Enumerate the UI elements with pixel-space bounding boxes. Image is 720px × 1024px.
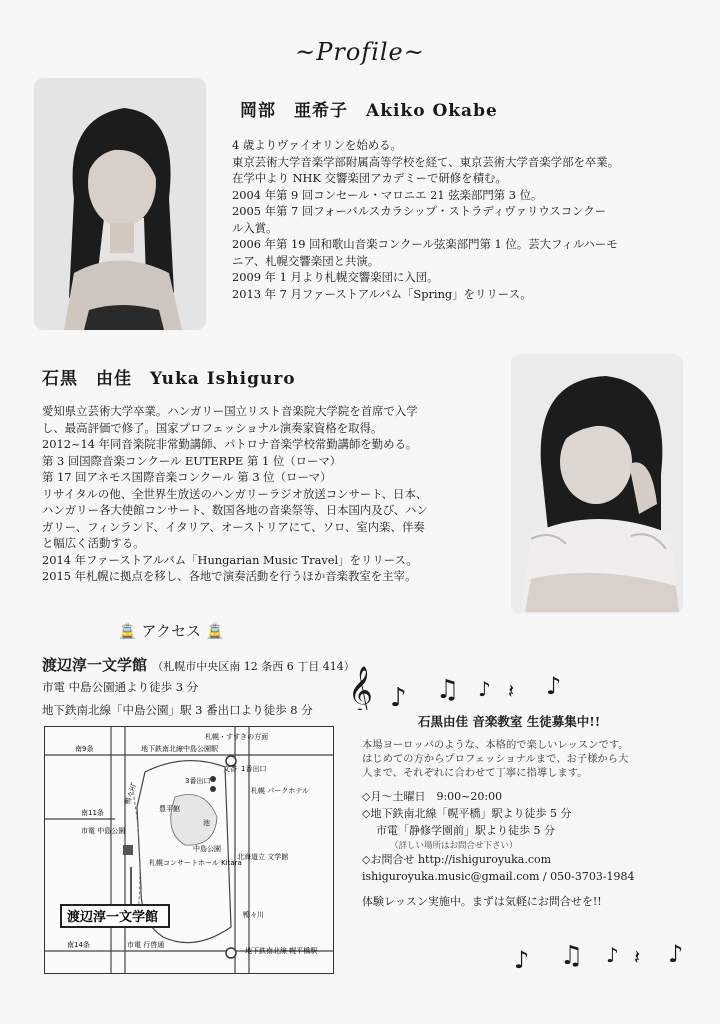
- bio-line: 2015 年札幌に拠点を移し、各地で演奏活動を行うほか音楽教室を主宰。: [42, 569, 417, 583]
- music-notes-top: [348, 664, 574, 710]
- train-icon: 🚊: [118, 622, 137, 640]
- music-note-icon: ♫: [560, 941, 584, 971]
- music-note-icon: ♪: [546, 672, 562, 700]
- map-label: 札幌 パークホテル: [251, 787, 309, 795]
- venue-address: （札幌市中央区南 12 条西 6 丁目 414）: [152, 660, 355, 673]
- map-label: 豊平館: [159, 805, 180, 813]
- map-label: 文香: [223, 765, 237, 773]
- profile-bio-akiko: [232, 137, 692, 302]
- bio-line: 在学中より NHK 交響楽団アカデミーで研修を積む。: [232, 171, 507, 185]
- bio-line: 4 歳よりヴァイオリンを始める。: [232, 138, 402, 152]
- profile-bio-yuka: [42, 403, 502, 585]
- venue-name: [42, 654, 355, 675]
- lesson-desc-line: はじめての方からプロフェッショナルまで、お子様から大: [362, 753, 629, 765]
- lesson-title: 石黒由佳 音楽教室 生徒募集中!!: [418, 714, 601, 729]
- access-heading: [118, 620, 225, 641]
- music-note-icon: ♪: [478, 677, 491, 701]
- lesson-note: （詳しい場所はお問合せ下さい）: [390, 841, 518, 851]
- map-label: 1番出口: [241, 765, 267, 773]
- lesson-station: ◇地下鉄南北線「幌平橋」駅より徒歩 5 分: [362, 807, 572, 820]
- bio-line: ル入賞。: [232, 220, 278, 235]
- map-label: 3番出口: [185, 777, 211, 785]
- music-note-icon: 𝄽: [634, 945, 641, 969]
- access-heading-label: アクセス: [141, 622, 202, 640]
- map-label: 札幌・すすきの方面: [205, 733, 269, 741]
- bio-line: 2013 年 7 月ファーストアルバム「Spring」をリリース。: [232, 286, 532, 301]
- access-routes: [42, 676, 313, 722]
- lesson-desc-line: 人まで、それぞれに合わせて丁寧に指導します。: [362, 767, 588, 779]
- music-note-icon: ♪: [514, 946, 530, 974]
- profile-photo-yuka: [511, 354, 683, 614]
- bio-line: 2005 年第 7 回フォーバルスカラシップ・ストラディヴァリウスコンクー: [232, 204, 607, 218]
- bio-line: 第 17 回アネモス国際音楽コンクール 第 3 位（ローマ）: [42, 470, 332, 484]
- bio-line: リサイタルの他、全世界生放送のハンガリーラジオ放送コンサート、日本、: [42, 486, 428, 501]
- map-label: 北海道立 文学館: [237, 853, 289, 861]
- route-line: 市電 中島公園通より徒歩 3 分: [42, 680, 199, 694]
- bio-line: 2006 年第 19 回和歌山音楽コンクール弦楽部門第 1 位。芸大フィルハーモ: [232, 237, 618, 251]
- treble-clef-icon: 𝄞: [348, 665, 373, 710]
- music-note-icon: ♪: [668, 940, 684, 968]
- bio-line: 2012~14 年同音楽院非常勤講師、パトロナ音楽学校常勤講師を勤める。: [42, 437, 418, 451]
- lesson-contact-url: ◇お問合せ http://ishiguroyuka.com: [362, 853, 552, 866]
- venue-title: 渡辺淳一文学館: [42, 656, 148, 674]
- map-label: 札幌コンサートホール Kitara: [149, 859, 242, 867]
- lesson-contact-email-phone: ishiguroyuka.music@gmail.com / 050-3703-1984: [362, 870, 635, 883]
- music-notes-bottom: [514, 930, 694, 976]
- map-label: 市電 中島公園: [81, 827, 126, 835]
- bio-line: 2014 年ファーストアルバム「Hungarian Music Travel」をリリース。: [42, 552, 418, 567]
- lesson-hours: ◇月〜土曜日 9:00~20:00: [362, 790, 503, 803]
- access-map: [44, 726, 334, 974]
- bio-line: ハンガリー各大使館コンサート、数国各地の音楽祭等、日本国内及び、ハン: [42, 503, 428, 517]
- profile-name-yuka: 石黒 由佳 Yuka Ishiguro: [42, 369, 296, 389]
- music-note-icon: ♫: [436, 675, 460, 705]
- lesson-desc-line: 本場ヨーロッパのような、本格的で楽しいレッスンです。: [362, 739, 629, 751]
- bio-line: 第 3 回国際音楽コンクール EUTERPE 第 1 位（ローマ）: [42, 453, 342, 468]
- lesson-box: [362, 712, 702, 910]
- map-label: 南9条: [75, 745, 94, 753]
- map-label: 南11条: [81, 809, 104, 817]
- map-label: 中島公園: [193, 845, 221, 853]
- profile-name-akiko: 岡部 亜希子 Akiko Okabe: [240, 101, 498, 121]
- bio-line: と幅広く活動する。: [42, 536, 145, 550]
- route-line: 地下鉄南北線「中島公園」駅 3 番出口より徒歩 8 分: [42, 703, 313, 717]
- music-note-icon: ♪: [606, 943, 619, 967]
- bio-line: 東京芸術大学音楽学部附属高等学校を経て、東京芸術大学音楽学部を卒業。: [232, 154, 620, 169]
- map-label: 鴨々川: [123, 783, 139, 806]
- bio-line: 2004 年第 9 回コンセール・マロニエ 21 弦楽部門第 3 位。: [232, 187, 543, 202]
- bio-line: ガリー、フィンランド、イタリア、オーストリアにて、ソロ、室内楽、伴奏: [42, 519, 425, 534]
- map-label: 地下鉄南北線中島公園駅: [141, 745, 218, 753]
- lesson-trial: 体験レッスン実施中。まずは気軽にお問合せを!!: [362, 895, 602, 908]
- map-label: 南14条: [67, 941, 90, 949]
- bio-line: ニア、札幌交響楽団と共演。: [232, 253, 380, 268]
- map-label: 地下鉄南北線 幌平橋駅: [245, 947, 318, 955]
- map-label: 鴨々川: [243, 911, 264, 919]
- map-label: 池: [203, 819, 210, 827]
- page-title: ~Profile~: [295, 38, 425, 66]
- music-note-icon: 𝄽: [508, 679, 515, 703]
- music-note-icon: ♪: [390, 683, 407, 710]
- train-icon: 🚊: [205, 622, 225, 640]
- map-venue-label: 渡辺淳一文学館: [67, 910, 159, 925]
- map-label: 市電 行啓通: [127, 941, 165, 949]
- lesson-station: 市電「静修学園前」駅より徒歩 5 分: [376, 824, 555, 837]
- profile-photo-akiko: [34, 78, 206, 330]
- bio-line: 2009 年 1 月より札幌交響楽団に入団。: [232, 270, 439, 284]
- bio-line: 愛知県立芸術大学卒業。ハンガリー国立リスト音楽院大学院を首席で入学: [42, 404, 418, 418]
- bio-line: し、最高評価で修了。国家プロフェッショナル演奏家資格を取得。: [42, 420, 383, 435]
